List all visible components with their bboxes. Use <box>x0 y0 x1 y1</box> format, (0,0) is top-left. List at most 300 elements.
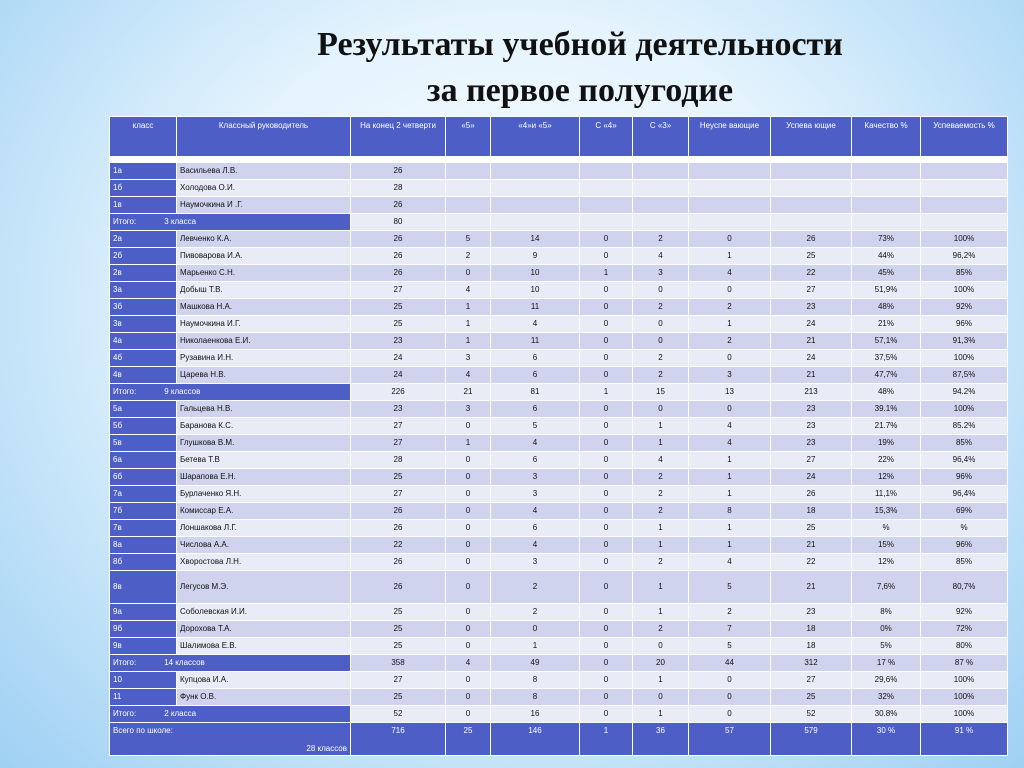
value-cell: 1 <box>689 486 771 503</box>
table-header-row <box>110 117 1008 157</box>
value-cell: 0 <box>580 401 633 418</box>
grand-total-value-cell: 57 <box>689 723 771 756</box>
value-cell: 6 <box>491 367 580 384</box>
value-cell: 45% <box>852 265 921 282</box>
value-cell: 15% <box>852 537 921 554</box>
value-cell: 7,6% <box>852 571 921 604</box>
subtotal-row <box>110 384 1008 401</box>
value-cell: 0 <box>580 282 633 299</box>
value-cell: 0 <box>580 316 633 333</box>
value-cell: 4 <box>689 418 771 435</box>
value-cell: 26 <box>351 197 446 214</box>
subtotal-value-cell: 4 <box>446 655 491 672</box>
subtotal-label <box>110 655 351 672</box>
value-cell: 2 <box>491 571 580 604</box>
header-teacher: Классный руководитель <box>177 117 351 157</box>
value-cell: 8 <box>689 503 771 520</box>
value-cell: 25 <box>351 604 446 621</box>
value-cell: 24 <box>771 469 852 486</box>
value-cell: 0 <box>580 520 633 537</box>
class-name-cell: 9а <box>110 604 177 621</box>
value-cell: 96,2% <box>921 248 1008 265</box>
value-cell: 14 <box>491 231 580 248</box>
grand-total-value-cell: 716 <box>351 723 446 756</box>
value-cell <box>689 180 771 197</box>
subtotal-label <box>110 214 351 231</box>
subtotal-value-cell: 44 <box>689 655 771 672</box>
subtotal-value-cell: 1 <box>633 706 689 723</box>
table-row <box>110 350 1008 367</box>
value-cell: 27 <box>351 672 446 689</box>
value-cell: 0 <box>689 350 771 367</box>
class-name-cell: 2в <box>110 265 177 282</box>
value-cell: 85% <box>921 435 1008 452</box>
value-cell <box>771 163 852 180</box>
table-row <box>110 180 1008 197</box>
class-name-cell: 10 <box>110 672 177 689</box>
title-line-1: Результаты учебной деятельности <box>317 26 843 63</box>
subtotal-class-count: 14 классов <box>164 658 205 667</box>
value-cell: 96% <box>921 537 1008 554</box>
header-passing: Успева ющие <box>771 117 852 157</box>
grand-total-label-text: Всего по школе: <box>113 726 173 735</box>
table-body <box>110 157 1008 756</box>
value-cell: 21 <box>771 333 852 350</box>
grand-total-value-cell: 91 % <box>921 723 1008 756</box>
value-cell: 5 <box>491 418 580 435</box>
value-cell <box>921 180 1008 197</box>
table-row <box>110 401 1008 418</box>
teacher-cell: Бурлаченко Я.Н. <box>177 486 351 503</box>
subtotal-class-count: 9 классов <box>164 387 201 396</box>
header-students-count: На конец 2 четверти <box>351 117 446 157</box>
value-cell: 27 <box>351 435 446 452</box>
value-cell: 3 <box>491 469 580 486</box>
value-cell: 21.7% <box>852 418 921 435</box>
value-cell: 47,7% <box>852 367 921 384</box>
class-name-cell: 9в <box>110 638 177 655</box>
class-name-cell: 7в <box>110 520 177 537</box>
value-cell: 4 <box>446 367 491 384</box>
subtotal-value-cell: 21 <box>446 384 491 401</box>
value-cell: 4 <box>491 435 580 452</box>
value-cell: 4 <box>491 316 580 333</box>
table-row <box>110 554 1008 571</box>
header-grade-4-5: «4»и «5» <box>491 117 580 157</box>
value-cell: 11,1% <box>852 486 921 503</box>
subtotal-value-cell: 16 <box>491 706 580 723</box>
value-cell: 0 <box>633 401 689 418</box>
header-quality: Качество % <box>852 117 921 157</box>
subtotal-class-count: 2 класса <box>164 709 197 718</box>
class-name-cell: 5а <box>110 401 177 418</box>
table-row <box>110 520 1008 537</box>
value-cell: 2 <box>633 621 689 638</box>
value-cell: 0 <box>580 418 633 435</box>
teacher-cell: Гальцева Н.В. <box>177 401 351 418</box>
subtotal-value-cell <box>446 214 491 231</box>
value-cell: 0 <box>633 282 689 299</box>
value-cell: 5 <box>446 231 491 248</box>
value-cell: 27 <box>351 282 446 299</box>
value-cell: 1 <box>689 316 771 333</box>
subtotal-value-cell: 15 <box>633 384 689 401</box>
value-cell: 24 <box>771 316 852 333</box>
slide-title <box>180 22 980 114</box>
subtotal-label-text: Итого: <box>113 658 137 667</box>
teacher-cell: Наумочкина И .Г. <box>177 197 351 214</box>
value-cell: 2 <box>633 486 689 503</box>
value-cell: 0 <box>580 554 633 571</box>
value-cell: 27 <box>771 282 852 299</box>
class-name-cell: 1а <box>110 163 177 180</box>
value-cell: 0 <box>580 604 633 621</box>
value-cell: 0 <box>633 316 689 333</box>
table-row <box>110 672 1008 689</box>
value-cell: 23 <box>351 401 446 418</box>
table-row <box>110 248 1008 265</box>
value-cell: 57,1% <box>852 333 921 350</box>
subtotal-label-text: Итого: <box>113 709 137 718</box>
header-success-rate: Успеваемость % <box>921 117 1008 157</box>
value-cell: 18 <box>771 621 852 638</box>
teacher-cell: Числова А.А. <box>177 537 351 554</box>
value-cell: 0 <box>580 486 633 503</box>
value-cell: 21% <box>852 316 921 333</box>
table-row <box>110 367 1008 384</box>
subtotal-value-cell: 49 <box>491 655 580 672</box>
value-cell: 85% <box>921 554 1008 571</box>
table-row <box>110 537 1008 554</box>
subtotal-value-cell: 80 <box>351 214 446 231</box>
teacher-cell: Соболевская И.И. <box>177 604 351 621</box>
value-cell: 0 <box>580 350 633 367</box>
value-cell: 2 <box>491 604 580 621</box>
table-row <box>110 452 1008 469</box>
subtotal-value-cell: 1 <box>580 384 633 401</box>
value-cell: 3 <box>446 350 491 367</box>
table-row <box>110 638 1008 655</box>
value-cell: 1 <box>633 571 689 604</box>
value-cell <box>446 180 491 197</box>
teacher-cell: Баранова К.С. <box>177 418 351 435</box>
value-cell <box>580 197 633 214</box>
value-cell: 4 <box>491 537 580 554</box>
value-cell: 92% <box>921 299 1008 316</box>
value-cell: 3 <box>491 554 580 571</box>
value-cell: 25 <box>771 689 852 706</box>
teacher-cell: Царева Н.В. <box>177 367 351 384</box>
value-cell: 96% <box>921 469 1008 486</box>
value-cell <box>633 163 689 180</box>
value-cell: 0 <box>446 638 491 655</box>
value-cell: 100% <box>921 672 1008 689</box>
class-name-cell: 4б <box>110 350 177 367</box>
value-cell: 2 <box>633 367 689 384</box>
value-cell: 26 <box>771 486 852 503</box>
value-cell: 0 <box>580 367 633 384</box>
value-cell: 0 <box>580 469 633 486</box>
value-cell: 0 <box>689 231 771 248</box>
value-cell: 80% <box>921 638 1008 655</box>
value-cell: 37,5% <box>852 350 921 367</box>
value-cell: 0 <box>446 604 491 621</box>
value-cell: 25 <box>351 469 446 486</box>
value-cell: 4 <box>633 248 689 265</box>
value-cell: 0 <box>689 689 771 706</box>
value-cell: 0 <box>446 621 491 638</box>
value-cell <box>921 163 1008 180</box>
value-cell: 48% <box>852 299 921 316</box>
value-cell: 2 <box>633 469 689 486</box>
value-cell: 24 <box>771 350 852 367</box>
value-cell: 1 <box>689 537 771 554</box>
value-cell: 23 <box>771 604 852 621</box>
value-cell <box>852 197 921 214</box>
value-cell: 0 <box>580 621 633 638</box>
value-cell: 26 <box>771 231 852 248</box>
value-cell: 8 <box>491 689 580 706</box>
table-row <box>110 163 1008 180</box>
value-cell: 0 <box>580 638 633 655</box>
value-cell: 22% <box>852 452 921 469</box>
value-cell: 25 <box>351 689 446 706</box>
value-cell: 3 <box>491 486 580 503</box>
teacher-cell: Шалимова Е.В. <box>177 638 351 655</box>
value-cell: 0 <box>446 520 491 537</box>
value-cell: 27 <box>771 672 852 689</box>
value-cell: 12% <box>852 469 921 486</box>
class-name-cell: 11 <box>110 689 177 706</box>
value-cell: 1 <box>689 520 771 537</box>
value-cell: 0 <box>633 638 689 655</box>
value-cell: 22 <box>771 265 852 282</box>
value-cell: 1 <box>689 248 771 265</box>
class-name-cell: 8а <box>110 537 177 554</box>
value-cell: 96% <box>921 316 1008 333</box>
value-cell <box>633 197 689 214</box>
value-cell: 1 <box>446 316 491 333</box>
subtotal-value-cell <box>852 214 921 231</box>
subtotal-value-cell: 17 % <box>852 655 921 672</box>
table-row <box>110 604 1008 621</box>
class-name-cell: 8б <box>110 554 177 571</box>
value-cell: 32% <box>852 689 921 706</box>
value-cell: 1 <box>446 435 491 452</box>
value-cell: 10 <box>491 265 580 282</box>
value-cell: 25 <box>351 299 446 316</box>
table-row <box>110 503 1008 520</box>
value-cell: 22 <box>351 537 446 554</box>
value-cell: 23 <box>771 435 852 452</box>
value-cell: 26 <box>351 231 446 248</box>
value-cell: 23 <box>351 333 446 350</box>
value-cell: 4 <box>689 554 771 571</box>
value-cell: 2 <box>689 333 771 350</box>
value-cell <box>852 163 921 180</box>
value-cell <box>580 180 633 197</box>
subtotal-value-cell <box>491 214 580 231</box>
class-name-cell: 2а <box>110 231 177 248</box>
value-cell: 6 <box>491 350 580 367</box>
value-cell: 5 <box>689 638 771 655</box>
value-cell: 26 <box>351 554 446 571</box>
class-name-cell: 4а <box>110 333 177 350</box>
value-cell: 21 <box>771 537 852 554</box>
subtotal-label-text: Итого: <box>113 217 137 226</box>
value-cell: 0 <box>580 333 633 350</box>
value-cell: 1 <box>633 672 689 689</box>
subtotal-value-cell: 48% <box>852 384 921 401</box>
results-table <box>109 116 1008 756</box>
class-name-cell: 3а <box>110 282 177 299</box>
value-cell: 4 <box>689 265 771 282</box>
value-cell: 11 <box>491 333 580 350</box>
value-cell: 0 <box>580 435 633 452</box>
value-cell: 0 <box>446 452 491 469</box>
subtotal-row <box>110 706 1008 723</box>
value-cell: 2 <box>689 604 771 621</box>
class-name-cell: 3в <box>110 316 177 333</box>
value-cell: 26 <box>351 265 446 282</box>
value-cell <box>771 197 852 214</box>
value-cell: 1 <box>580 265 633 282</box>
value-cell: 92% <box>921 604 1008 621</box>
value-cell: 0 <box>446 554 491 571</box>
subtotal-value-cell: 87 % <box>921 655 1008 672</box>
teacher-cell: Дорохова Т.А. <box>177 621 351 638</box>
value-cell: 0 <box>580 231 633 248</box>
teacher-cell: Функ О.В. <box>177 689 351 706</box>
subtotal-value-cell: 94.2% <box>921 384 1008 401</box>
value-cell: 1 <box>491 638 580 655</box>
value-cell: 0 <box>580 537 633 554</box>
value-cell: 8% <box>852 604 921 621</box>
table-row <box>110 689 1008 706</box>
subtotal-label <box>110 384 351 401</box>
subtotal-value-cell: 226 <box>351 384 446 401</box>
value-cell: 5 <box>689 571 771 604</box>
subtotal-value-cell: 358 <box>351 655 446 672</box>
value-cell <box>491 197 580 214</box>
subtotal-row <box>110 655 1008 672</box>
teacher-cell: Левченко К.А. <box>177 231 351 248</box>
value-cell: 6 <box>491 520 580 537</box>
grand-total-label <box>110 723 351 756</box>
value-cell: 4 <box>633 452 689 469</box>
value-cell: 21 <box>771 571 852 604</box>
teacher-cell: Бетева Т.В <box>177 452 351 469</box>
header-one-3: С «3» <box>633 117 689 157</box>
value-cell: 87,5% <box>921 367 1008 384</box>
value-cell: 25 <box>771 248 852 265</box>
value-cell: 0 <box>446 689 491 706</box>
subtotal-value-cell: 213 <box>771 384 852 401</box>
value-cell: 7 <box>689 621 771 638</box>
subtotal-row <box>110 214 1008 231</box>
subtotal-value-cell <box>633 214 689 231</box>
value-cell <box>921 197 1008 214</box>
teacher-cell: Лоншакова Л.Г. <box>177 520 351 537</box>
value-cell: 0 <box>580 571 633 604</box>
value-cell: 85% <box>921 265 1008 282</box>
value-cell: 26 <box>351 571 446 604</box>
value-cell <box>580 163 633 180</box>
class-name-cell: 1б <box>110 180 177 197</box>
value-cell: 0 <box>491 621 580 638</box>
class-name-cell: 8в <box>110 571 177 604</box>
results-table-container <box>109 116 1007 753</box>
value-cell <box>852 180 921 197</box>
value-cell: 80,7% <box>921 571 1008 604</box>
value-cell: 2 <box>633 503 689 520</box>
subtotal-value-cell: 0 <box>446 706 491 723</box>
value-cell: 96,4% <box>921 452 1008 469</box>
value-cell: 28 <box>351 452 446 469</box>
value-cell: 100% <box>921 401 1008 418</box>
table-row <box>110 621 1008 638</box>
teacher-cell: Шарапова Е.Н. <box>177 469 351 486</box>
value-cell: 0 <box>689 672 771 689</box>
grand-total-value-cell: 25 <box>446 723 491 756</box>
value-cell: 0 <box>446 265 491 282</box>
value-cell: 11 <box>491 299 580 316</box>
subtotal-label-text: Итого: <box>113 387 137 396</box>
grand-total-class-count: 28 классов <box>306 744 347 753</box>
value-cell: % <box>921 520 1008 537</box>
table-row <box>110 265 1008 282</box>
grand-total-value-cell: 30 % <box>852 723 921 756</box>
header-grade-5: «5» <box>446 117 491 157</box>
subtotal-value-cell <box>580 214 633 231</box>
grand-total-value-cell: 146 <box>491 723 580 756</box>
teacher-cell: Хворостова Л.Н. <box>177 554 351 571</box>
teacher-cell: Добыш Т.В. <box>177 282 351 299</box>
teacher-cell: Легусов М.Э. <box>177 571 351 604</box>
value-cell: 2 <box>689 299 771 316</box>
value-cell: 69% <box>921 503 1008 520</box>
class-name-cell: 6б <box>110 469 177 486</box>
value-cell: 23 <box>771 401 852 418</box>
class-name-cell: 3б <box>110 299 177 316</box>
value-cell: 1 <box>633 604 689 621</box>
value-cell: 91,3% <box>921 333 1008 350</box>
value-cell: 10 <box>491 282 580 299</box>
table-row <box>110 435 1008 452</box>
value-cell: 25 <box>351 316 446 333</box>
value-cell: 6 <box>491 401 580 418</box>
class-name-cell: 5б <box>110 418 177 435</box>
class-name-cell: 4в <box>110 367 177 384</box>
teacher-cell: Пивоварова И.А. <box>177 248 351 265</box>
value-cell <box>689 163 771 180</box>
value-cell: 24 <box>351 350 446 367</box>
value-cell: 27 <box>771 452 852 469</box>
table-row <box>110 231 1008 248</box>
value-cell <box>491 163 580 180</box>
subtotal-value-cell: 0 <box>580 706 633 723</box>
value-cell <box>689 197 771 214</box>
value-cell: 3 <box>689 367 771 384</box>
value-cell <box>771 180 852 197</box>
value-cell: 25 <box>351 638 446 655</box>
title-line-2: за первое полугодие <box>426 72 734 109</box>
value-cell: 0 <box>580 248 633 265</box>
value-cell: 27 <box>351 486 446 503</box>
value-cell: 0% <box>852 621 921 638</box>
table-row <box>110 571 1008 604</box>
value-cell: 2 <box>633 350 689 367</box>
